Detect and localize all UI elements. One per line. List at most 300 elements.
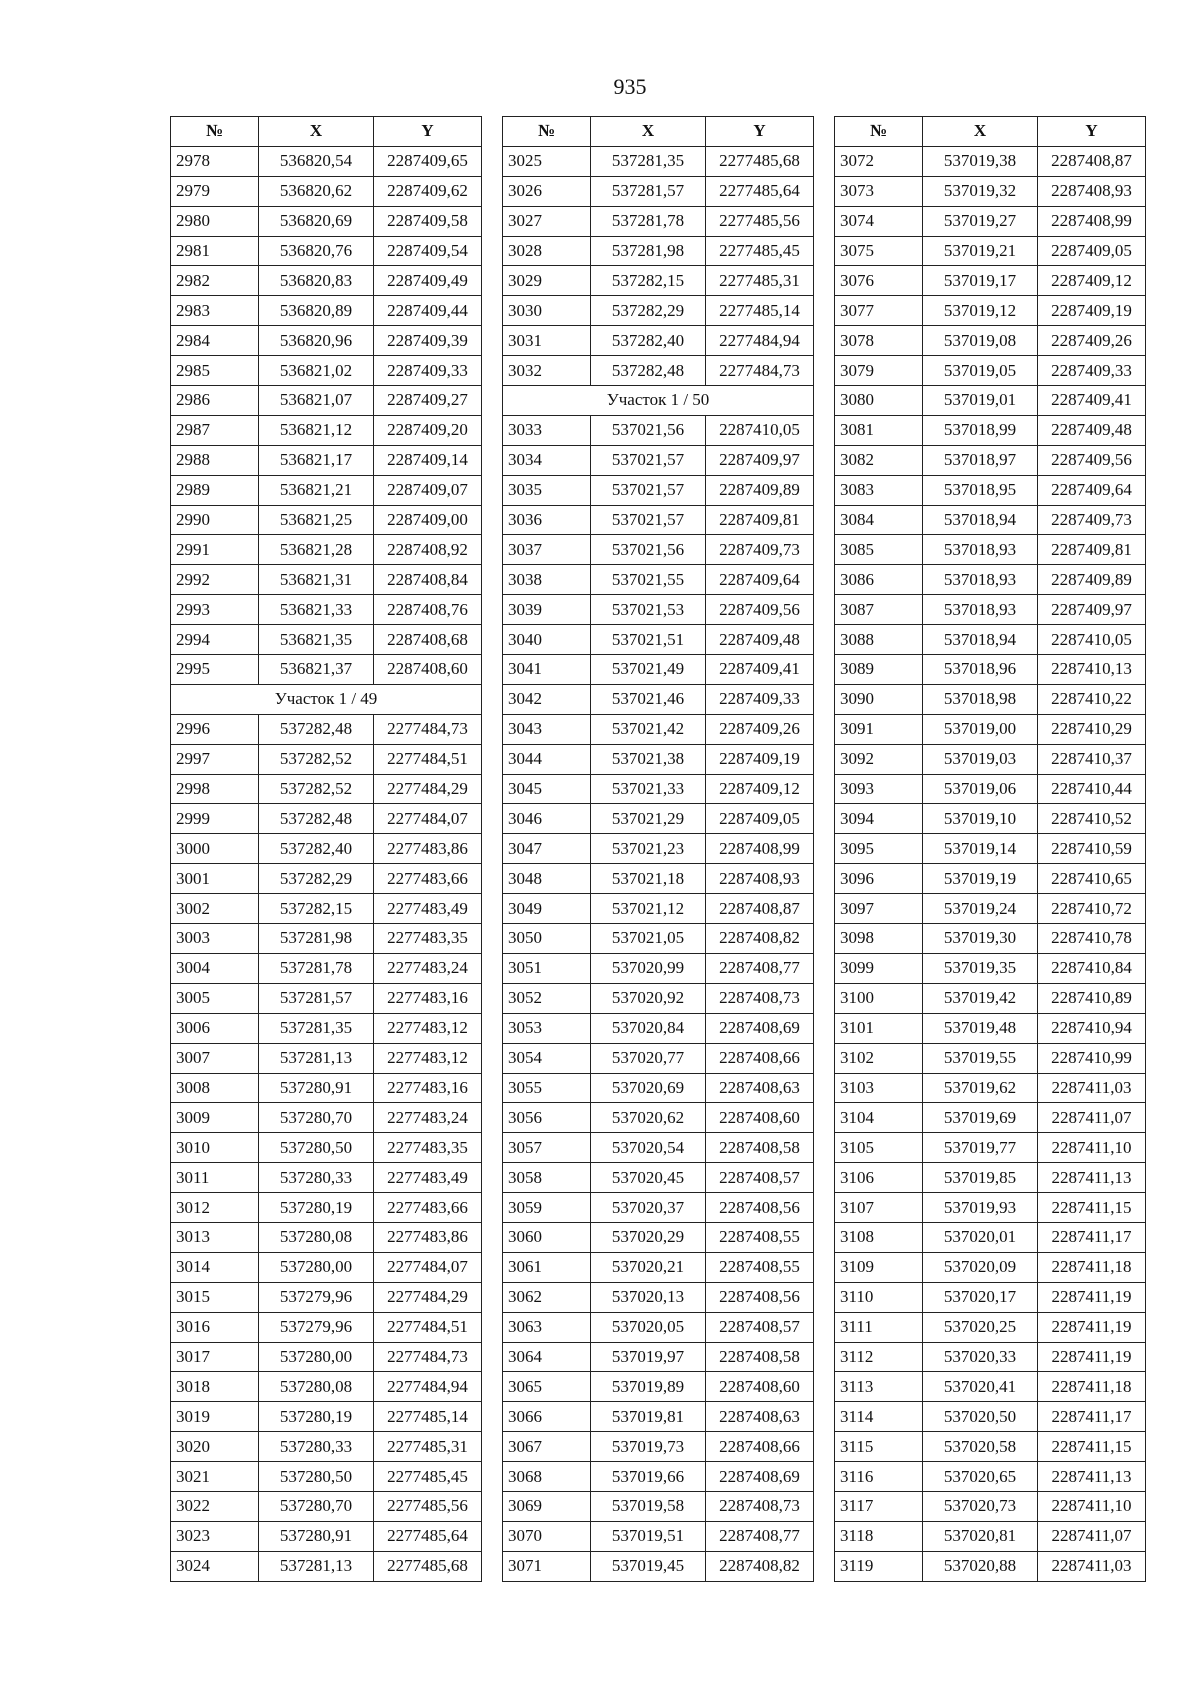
y-coordinate: 2287409,97 bbox=[706, 445, 814, 475]
point-number: 3089 bbox=[835, 655, 923, 685]
y-coordinate: 2277485,56 bbox=[374, 1491, 482, 1521]
point-number: 3073 bbox=[835, 176, 923, 206]
y-coordinate: 2287411,13 bbox=[1038, 1462, 1146, 1492]
table-row bbox=[503, 1222, 814, 1252]
x-coordinate: 537280,33 bbox=[259, 1432, 374, 1462]
table-row bbox=[171, 1551, 482, 1581]
table-row bbox=[171, 505, 482, 535]
x-coordinate: 536821,12 bbox=[259, 415, 374, 445]
x-coordinate: 537019,69 bbox=[923, 1103, 1038, 1133]
table-row bbox=[503, 266, 814, 296]
point-number: 3113 bbox=[835, 1372, 923, 1402]
y-coordinate: 2287409,05 bbox=[706, 804, 814, 834]
table-row bbox=[835, 834, 1146, 864]
y-coordinate: 2287411,15 bbox=[1038, 1193, 1146, 1223]
point-number: 3086 bbox=[835, 565, 923, 595]
point-number: 3042 bbox=[503, 684, 591, 714]
x-coordinate: 536821,25 bbox=[259, 505, 374, 535]
x-coordinate: 537019,06 bbox=[923, 774, 1038, 804]
x-coordinate: 537021,56 bbox=[591, 415, 706, 445]
y-coordinate: 2287409,39 bbox=[374, 326, 482, 356]
x-coordinate: 537019,85 bbox=[923, 1163, 1038, 1193]
y-coordinate: 2287409,58 bbox=[374, 206, 482, 236]
y-coordinate: 2287408,92 bbox=[374, 535, 482, 565]
coordinate-table-1 bbox=[170, 116, 482, 1582]
y-coordinate: 2277484,07 bbox=[374, 1252, 482, 1282]
x-coordinate: 537282,52 bbox=[259, 774, 374, 804]
y-coordinate: 2277484,94 bbox=[374, 1372, 482, 1402]
x-coordinate: 537018,96 bbox=[923, 655, 1038, 685]
x-coordinate: 537019,77 bbox=[923, 1133, 1038, 1163]
point-number: 3065 bbox=[503, 1372, 591, 1402]
x-coordinate: 537280,08 bbox=[259, 1222, 374, 1252]
table-row bbox=[503, 356, 814, 386]
x-coordinate: 537019,93 bbox=[923, 1193, 1038, 1223]
point-number: 3058 bbox=[503, 1163, 591, 1193]
point-number: 3040 bbox=[503, 625, 591, 655]
x-coordinate: 537019,45 bbox=[591, 1551, 706, 1581]
table-row bbox=[171, 1402, 482, 1432]
y-coordinate: 2287411,03 bbox=[1038, 1551, 1146, 1581]
x-coordinate: 537280,70 bbox=[259, 1491, 374, 1521]
table-row bbox=[171, 1491, 482, 1521]
point-number: 2985 bbox=[171, 356, 259, 386]
table-row bbox=[835, 176, 1146, 206]
table-row bbox=[835, 983, 1146, 1013]
x-coordinate: 536821,37 bbox=[259, 655, 374, 685]
y-coordinate: 2287408,57 bbox=[706, 1312, 814, 1342]
point-number: 3108 bbox=[835, 1222, 923, 1252]
y-coordinate: 2287411,15 bbox=[1038, 1432, 1146, 1462]
x-coordinate: 537019,73 bbox=[591, 1432, 706, 1462]
y-coordinate: 2277484,73 bbox=[706, 356, 814, 386]
table-row bbox=[835, 894, 1146, 924]
point-number: 3032 bbox=[503, 356, 591, 386]
x-coordinate: 537021,57 bbox=[591, 475, 706, 505]
table-row bbox=[503, 625, 814, 655]
y-coordinate: 2277485,31 bbox=[706, 266, 814, 296]
x-coordinate: 537282,52 bbox=[259, 744, 374, 774]
y-coordinate: 2287411,17 bbox=[1038, 1402, 1146, 1432]
point-number: 3050 bbox=[503, 924, 591, 954]
x-coordinate: 537020,01 bbox=[923, 1222, 1038, 1252]
table-row bbox=[171, 1312, 482, 1342]
y-coordinate: 2277485,64 bbox=[374, 1521, 482, 1551]
x-coordinate: 537280,33 bbox=[259, 1163, 374, 1193]
page-number: 935 bbox=[613, 74, 647, 99]
y-coordinate: 2287410,13 bbox=[1038, 655, 1146, 685]
table-row bbox=[835, 684, 1146, 714]
x-coordinate: 537018,99 bbox=[923, 415, 1038, 445]
y-coordinate: 2287408,63 bbox=[706, 1402, 814, 1432]
y-coordinate: 2287411,10 bbox=[1038, 1491, 1146, 1521]
point-number: 3096 bbox=[835, 864, 923, 894]
y-coordinate: 2287408,56 bbox=[706, 1193, 814, 1223]
table-row bbox=[835, 804, 1146, 834]
table-row bbox=[171, 1133, 482, 1163]
table-row bbox=[503, 1013, 814, 1043]
point-number: 3064 bbox=[503, 1342, 591, 1372]
table-row bbox=[503, 1342, 814, 1372]
table-row bbox=[835, 1133, 1146, 1163]
point-number: 3026 bbox=[503, 176, 591, 206]
y-coordinate: 2287408,58 bbox=[706, 1133, 814, 1163]
x-coordinate: 537020,37 bbox=[591, 1193, 706, 1223]
x-coordinate: 537282,40 bbox=[259, 834, 374, 864]
y-coordinate: 2287409,48 bbox=[706, 625, 814, 655]
x-coordinate: 537020,33 bbox=[923, 1342, 1038, 1372]
x-coordinate: 537021,38 bbox=[591, 744, 706, 774]
table-row bbox=[503, 864, 814, 894]
x-coordinate: 537021,53 bbox=[591, 595, 706, 625]
y-coordinate: 2287410,78 bbox=[1038, 924, 1146, 954]
table-row bbox=[503, 1551, 814, 1581]
x-coordinate: 537021,29 bbox=[591, 804, 706, 834]
x-coordinate: 537020,09 bbox=[923, 1252, 1038, 1282]
x-coordinate: 536820,83 bbox=[259, 266, 374, 296]
table-row bbox=[503, 953, 814, 983]
x-coordinate: 537021,56 bbox=[591, 535, 706, 565]
table-row bbox=[503, 445, 814, 475]
x-coordinate: 537019,55 bbox=[923, 1043, 1038, 1073]
point-number: 3097 bbox=[835, 894, 923, 924]
x-coordinate: 537280,00 bbox=[259, 1252, 374, 1282]
point-number: 3002 bbox=[171, 894, 259, 924]
x-coordinate: 537019,81 bbox=[591, 1402, 706, 1432]
table-header-row bbox=[171, 117, 482, 147]
point-number: 3031 bbox=[503, 326, 591, 356]
point-number: 3025 bbox=[503, 146, 591, 176]
point-number: 3102 bbox=[835, 1043, 923, 1073]
y-coordinate: 2287409,41 bbox=[706, 655, 814, 685]
table-row bbox=[503, 1402, 814, 1432]
y-coordinate: 2277483,86 bbox=[374, 834, 482, 864]
section-row bbox=[503, 386, 814, 416]
table-row bbox=[503, 296, 814, 326]
table-row bbox=[171, 1013, 482, 1043]
y-coordinate: 2277483,16 bbox=[374, 983, 482, 1013]
y-coordinate: 2287409,44 bbox=[374, 296, 482, 326]
x-coordinate: 537280,50 bbox=[259, 1133, 374, 1163]
x-coordinate: 536820,69 bbox=[259, 206, 374, 236]
table-row bbox=[835, 1521, 1146, 1551]
table-row bbox=[835, 1312, 1146, 1342]
table-row bbox=[171, 804, 482, 834]
point-number: 3077 bbox=[835, 296, 923, 326]
x-coordinate: 537021,46 bbox=[591, 684, 706, 714]
y-coordinate: 2287411,10 bbox=[1038, 1133, 1146, 1163]
y-coordinate: 2287408,87 bbox=[706, 894, 814, 924]
y-coordinate: 2277483,35 bbox=[374, 924, 482, 954]
table-row bbox=[835, 1491, 1146, 1521]
table-row bbox=[835, 1372, 1146, 1402]
x-coordinate: 537018,98 bbox=[923, 684, 1038, 714]
point-number: 3106 bbox=[835, 1163, 923, 1193]
point-number: 3071 bbox=[503, 1551, 591, 1581]
point-number: 3119 bbox=[835, 1551, 923, 1581]
point-number: 3021 bbox=[171, 1462, 259, 1492]
table-row bbox=[171, 1462, 482, 1492]
y-coordinate: 2287408,66 bbox=[706, 1043, 814, 1073]
x-coordinate: 537282,40 bbox=[591, 326, 706, 356]
table-row bbox=[835, 266, 1146, 296]
x-coordinate: 537282,29 bbox=[591, 296, 706, 326]
table-row bbox=[503, 1043, 814, 1073]
point-number: 2992 bbox=[171, 565, 259, 595]
point-number: 3016 bbox=[171, 1312, 259, 1342]
table-row bbox=[503, 1491, 814, 1521]
x-coordinate: 537281,13 bbox=[259, 1043, 374, 1073]
x-coordinate: 537020,45 bbox=[591, 1163, 706, 1193]
y-coordinate: 2277485,14 bbox=[706, 296, 814, 326]
y-coordinate: 2287409,33 bbox=[374, 356, 482, 386]
table-row bbox=[835, 1402, 1146, 1432]
table-row bbox=[171, 1521, 482, 1551]
y-coordinate: 2287409,56 bbox=[706, 595, 814, 625]
y-coordinate: 2287410,52 bbox=[1038, 804, 1146, 834]
x-coordinate: 537281,13 bbox=[259, 1551, 374, 1581]
x-coordinate: 537018,93 bbox=[923, 535, 1038, 565]
table-row bbox=[835, 714, 1146, 744]
y-coordinate: 2277483,24 bbox=[374, 1103, 482, 1133]
x-coordinate: 537019,10 bbox=[923, 804, 1038, 834]
table-row bbox=[171, 1103, 482, 1133]
x-coordinate: 537281,98 bbox=[259, 924, 374, 954]
x-coordinate: 537020,69 bbox=[591, 1073, 706, 1103]
table-row bbox=[171, 864, 482, 894]
table-row bbox=[503, 1133, 814, 1163]
y-coordinate: 2287408,66 bbox=[706, 1432, 814, 1462]
table-row bbox=[171, 535, 482, 565]
point-number: 3082 bbox=[835, 445, 923, 475]
x-coordinate: 537021,05 bbox=[591, 924, 706, 954]
table-row bbox=[835, 1013, 1146, 1043]
y-coordinate: 2277483,24 bbox=[374, 953, 482, 983]
y-coordinate: 2287408,77 bbox=[706, 953, 814, 983]
x-coordinate: 537282,48 bbox=[259, 714, 374, 744]
y-coordinate: 2287411,18 bbox=[1038, 1252, 1146, 1282]
table-row bbox=[835, 744, 1146, 774]
x-coordinate: 537019,97 bbox=[591, 1342, 706, 1372]
point-number: 3030 bbox=[503, 296, 591, 326]
y-coordinate: 2287409,20 bbox=[374, 415, 482, 445]
x-coordinate: 537281,57 bbox=[259, 983, 374, 1013]
point-number: 3080 bbox=[835, 386, 923, 416]
point-number: 3062 bbox=[503, 1282, 591, 1312]
y-coordinate: 2277483,12 bbox=[374, 1013, 482, 1043]
y-coordinate: 2287408,68 bbox=[374, 625, 482, 655]
table-row bbox=[171, 1342, 482, 1372]
y-coordinate: 2287408,77 bbox=[706, 1521, 814, 1551]
x-coordinate: 537021,57 bbox=[591, 505, 706, 535]
y-coordinate: 2287408,60 bbox=[706, 1372, 814, 1402]
y-coordinate: 2277484,29 bbox=[374, 1282, 482, 1312]
table-row bbox=[171, 1222, 482, 1252]
x-coordinate: 536821,02 bbox=[259, 356, 374, 386]
point-number: 3000 bbox=[171, 834, 259, 864]
table-row bbox=[503, 595, 814, 625]
point-number: 3059 bbox=[503, 1193, 591, 1223]
y-coordinate: 2287411,19 bbox=[1038, 1342, 1146, 1372]
point-number: 2995 bbox=[171, 655, 259, 685]
y-coordinate: 2287409,89 bbox=[706, 475, 814, 505]
table-row bbox=[835, 774, 1146, 804]
point-number: 3105 bbox=[835, 1133, 923, 1163]
point-number: 3092 bbox=[835, 744, 923, 774]
table-row bbox=[503, 655, 814, 685]
point-number: 3045 bbox=[503, 774, 591, 804]
x-coordinate: 537019,30 bbox=[923, 924, 1038, 954]
table-row bbox=[835, 595, 1146, 625]
point-number: 3035 bbox=[503, 475, 591, 505]
x-coordinate: 536821,31 bbox=[259, 565, 374, 595]
x-coordinate: 537018,93 bbox=[923, 565, 1038, 595]
header-num: № bbox=[171, 117, 259, 147]
point-number: 3055 bbox=[503, 1073, 591, 1103]
coordinate-table-2 bbox=[502, 116, 814, 1582]
point-number: 3114 bbox=[835, 1402, 923, 1432]
table-row bbox=[835, 1222, 1146, 1252]
table-row bbox=[171, 625, 482, 655]
y-coordinate: 2287411,18 bbox=[1038, 1372, 1146, 1402]
point-number: 3100 bbox=[835, 983, 923, 1013]
x-coordinate: 537019,24 bbox=[923, 894, 1038, 924]
x-coordinate: 537021,42 bbox=[591, 714, 706, 744]
table-row bbox=[503, 834, 814, 864]
table-row bbox=[503, 1163, 814, 1193]
y-coordinate: 2287408,87 bbox=[1038, 146, 1146, 176]
point-number: 2999 bbox=[171, 804, 259, 834]
table-row bbox=[835, 535, 1146, 565]
point-number: 2998 bbox=[171, 774, 259, 804]
point-number: 3057 bbox=[503, 1133, 591, 1163]
x-coordinate: 537282,48 bbox=[259, 804, 374, 834]
point-number: 3029 bbox=[503, 266, 591, 296]
section-label: Участок 1 / 49 bbox=[171, 684, 482, 714]
point-number: 3048 bbox=[503, 864, 591, 894]
table-row bbox=[835, 1462, 1146, 1492]
table-row bbox=[503, 1432, 814, 1462]
x-coordinate: 537280,70 bbox=[259, 1103, 374, 1133]
table-row bbox=[503, 744, 814, 774]
table-row bbox=[835, 505, 1146, 535]
table-row bbox=[171, 924, 482, 954]
point-number: 2986 bbox=[171, 386, 259, 416]
x-coordinate: 537282,15 bbox=[259, 894, 374, 924]
y-coordinate: 2287408,84 bbox=[374, 565, 482, 595]
table-row bbox=[171, 326, 482, 356]
table-row bbox=[171, 834, 482, 864]
x-coordinate: 537020,65 bbox=[923, 1462, 1038, 1492]
y-coordinate: 2287408,73 bbox=[706, 1491, 814, 1521]
x-coordinate: 537281,78 bbox=[591, 206, 706, 236]
point-number: 2981 bbox=[171, 236, 259, 266]
y-coordinate: 2287409,00 bbox=[374, 505, 482, 535]
point-number: 3087 bbox=[835, 595, 923, 625]
point-number: 3017 bbox=[171, 1342, 259, 1372]
y-coordinate: 2287409,62 bbox=[374, 176, 482, 206]
x-coordinate: 537019,00 bbox=[923, 714, 1038, 744]
point-number: 3033 bbox=[503, 415, 591, 445]
x-coordinate: 537280,19 bbox=[259, 1193, 374, 1223]
y-coordinate: 2287410,99 bbox=[1038, 1043, 1146, 1073]
point-number: 3094 bbox=[835, 804, 923, 834]
point-number: 3047 bbox=[503, 834, 591, 864]
x-coordinate: 537282,48 bbox=[591, 356, 706, 386]
x-coordinate: 537020,84 bbox=[591, 1013, 706, 1043]
point-number: 2990 bbox=[171, 505, 259, 535]
point-number: 3051 bbox=[503, 953, 591, 983]
table-row bbox=[171, 1193, 482, 1223]
y-coordinate: 2287409,12 bbox=[706, 774, 814, 804]
point-number: 3063 bbox=[503, 1312, 591, 1342]
x-coordinate: 537280,91 bbox=[259, 1521, 374, 1551]
y-coordinate: 2287409,07 bbox=[374, 475, 482, 505]
x-coordinate: 537019,05 bbox=[923, 356, 1038, 386]
x-coordinate: 537019,19 bbox=[923, 864, 1038, 894]
point-number: 2987 bbox=[171, 415, 259, 445]
y-coordinate: 2277483,86 bbox=[374, 1222, 482, 1252]
point-number: 3018 bbox=[171, 1372, 259, 1402]
x-coordinate: 536820,62 bbox=[259, 176, 374, 206]
point-number: 3088 bbox=[835, 625, 923, 655]
point-number: 3081 bbox=[835, 415, 923, 445]
x-coordinate: 537019,66 bbox=[591, 1462, 706, 1492]
table-row bbox=[171, 894, 482, 924]
point-number: 3052 bbox=[503, 983, 591, 1013]
table-row bbox=[835, 1282, 1146, 1312]
y-coordinate: 2287408,76 bbox=[374, 595, 482, 625]
header-num: № bbox=[835, 117, 923, 147]
table-row bbox=[835, 655, 1146, 685]
table-row bbox=[503, 894, 814, 924]
x-coordinate: 537019,35 bbox=[923, 953, 1038, 983]
point-number: 3074 bbox=[835, 206, 923, 236]
y-coordinate: 2287409,73 bbox=[706, 535, 814, 565]
table-row bbox=[503, 326, 814, 356]
x-coordinate: 537020,62 bbox=[591, 1103, 706, 1133]
point-number: 3034 bbox=[503, 445, 591, 475]
point-number: 2991 bbox=[171, 535, 259, 565]
point-number: 2983 bbox=[171, 296, 259, 326]
point-number: 3083 bbox=[835, 475, 923, 505]
table-row bbox=[503, 236, 814, 266]
y-coordinate: 2287408,55 bbox=[706, 1222, 814, 1252]
table-row bbox=[171, 744, 482, 774]
y-coordinate: 2277484,51 bbox=[374, 744, 482, 774]
point-number: 3070 bbox=[503, 1521, 591, 1551]
table-row bbox=[835, 236, 1146, 266]
point-number: 3023 bbox=[171, 1521, 259, 1551]
point-number: 3095 bbox=[835, 834, 923, 864]
x-coordinate: 537021,33 bbox=[591, 774, 706, 804]
table-row bbox=[503, 206, 814, 236]
point-number: 3111 bbox=[835, 1312, 923, 1342]
table-row bbox=[171, 953, 482, 983]
y-coordinate: 2287409,65 bbox=[374, 146, 482, 176]
table-row bbox=[835, 625, 1146, 655]
table-row bbox=[503, 983, 814, 1013]
y-coordinate: 2287409,19 bbox=[1038, 296, 1146, 326]
y-coordinate: 2287411,07 bbox=[1038, 1103, 1146, 1133]
y-coordinate: 2287408,73 bbox=[706, 983, 814, 1013]
y-coordinate: 2287409,12 bbox=[1038, 266, 1146, 296]
point-number: 3046 bbox=[503, 804, 591, 834]
point-number: 3110 bbox=[835, 1282, 923, 1312]
y-coordinate: 2277485,68 bbox=[374, 1551, 482, 1581]
point-number: 3027 bbox=[503, 206, 591, 236]
table-row bbox=[503, 774, 814, 804]
